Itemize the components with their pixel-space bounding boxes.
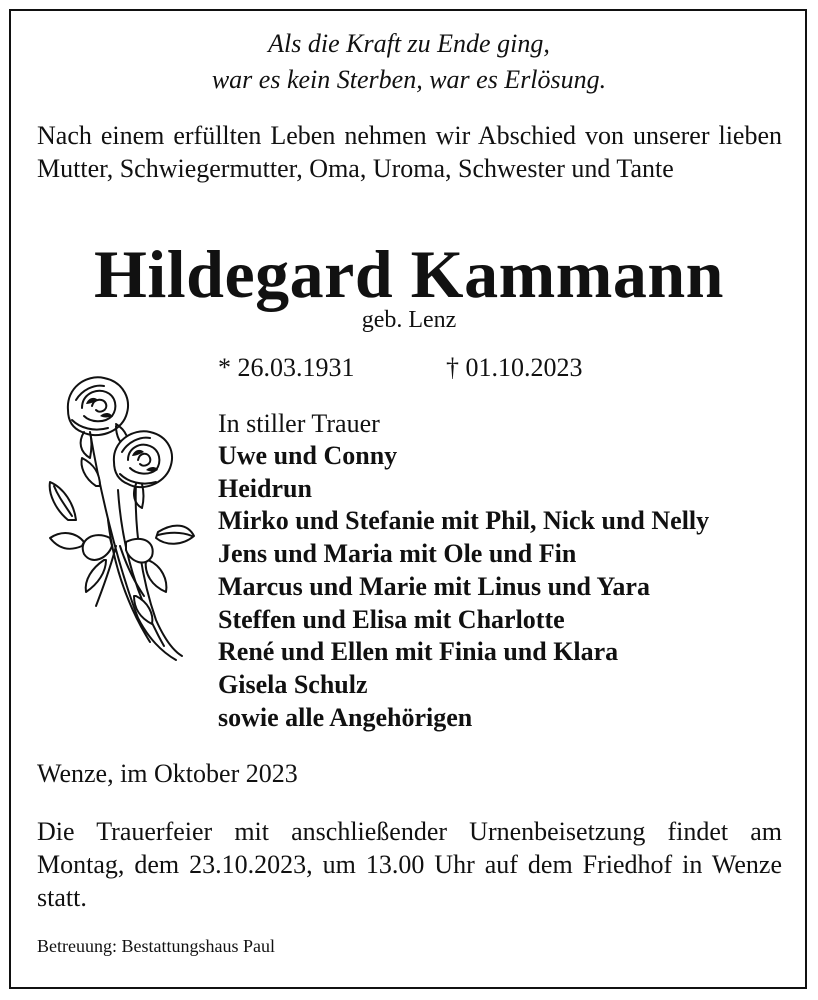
motto-line-1: Als die Kraft zu Ende ging, (268, 29, 550, 58)
intro-text: Nach einem erfüllten Leben nehmen wir Abschied von unserer lieben Mutter, Schwiegermutter, Oma, Uroma, Schwester und Tante (37, 121, 782, 183)
mourner-item: Heidrun (218, 473, 312, 503)
mourner-item: Mirko und Stefanie mit Phil, Nick und Nelly (218, 506, 710, 536)
mourner-item: Steffen und Elisa mit Charlotte (218, 604, 565, 634)
motto-line-2: war es kein Sterben, war es Erlösung. (211, 65, 607, 94)
mourner-item: Uwe und Conny (218, 441, 398, 470)
mourner-item: Jens und Maria mit Ole und Fin (218, 539, 577, 569)
ceremony-text: Die Trauerfeier mit anschließender Urnenbeisetzung findet am Montag, dem 23.10.2023, um 13.00 Uhr auf dem Friedhof in Wenze statt. (37, 817, 782, 912)
mourner-item: Gisela Schulz (218, 669, 368, 699)
place-date: Wenze, im Oktober 2023 (37, 759, 298, 788)
death-date: † 01.10.2023 (446, 353, 583, 382)
care-note: Betreuung: Bestattungshaus Paul (37, 936, 275, 956)
mourning-label: In stiller Trauer (218, 409, 380, 438)
mourners-list (218, 440, 709, 734)
motto (0, 26, 818, 98)
birth-date: * 26.03.1931 (218, 353, 355, 382)
mourner-item: sowie alle Angehörigen (218, 702, 473, 732)
mourner-item: René und Ellen mit Finia und Klara (218, 637, 619, 667)
maiden-name: geb. Lenz (361, 307, 457, 333)
deceased-name: Hildegard Kammann (94, 236, 724, 312)
rose-bouquet-icon (38, 370, 198, 670)
mourner-item: Marcus und Marie mit Linus und Yara (218, 571, 650, 601)
